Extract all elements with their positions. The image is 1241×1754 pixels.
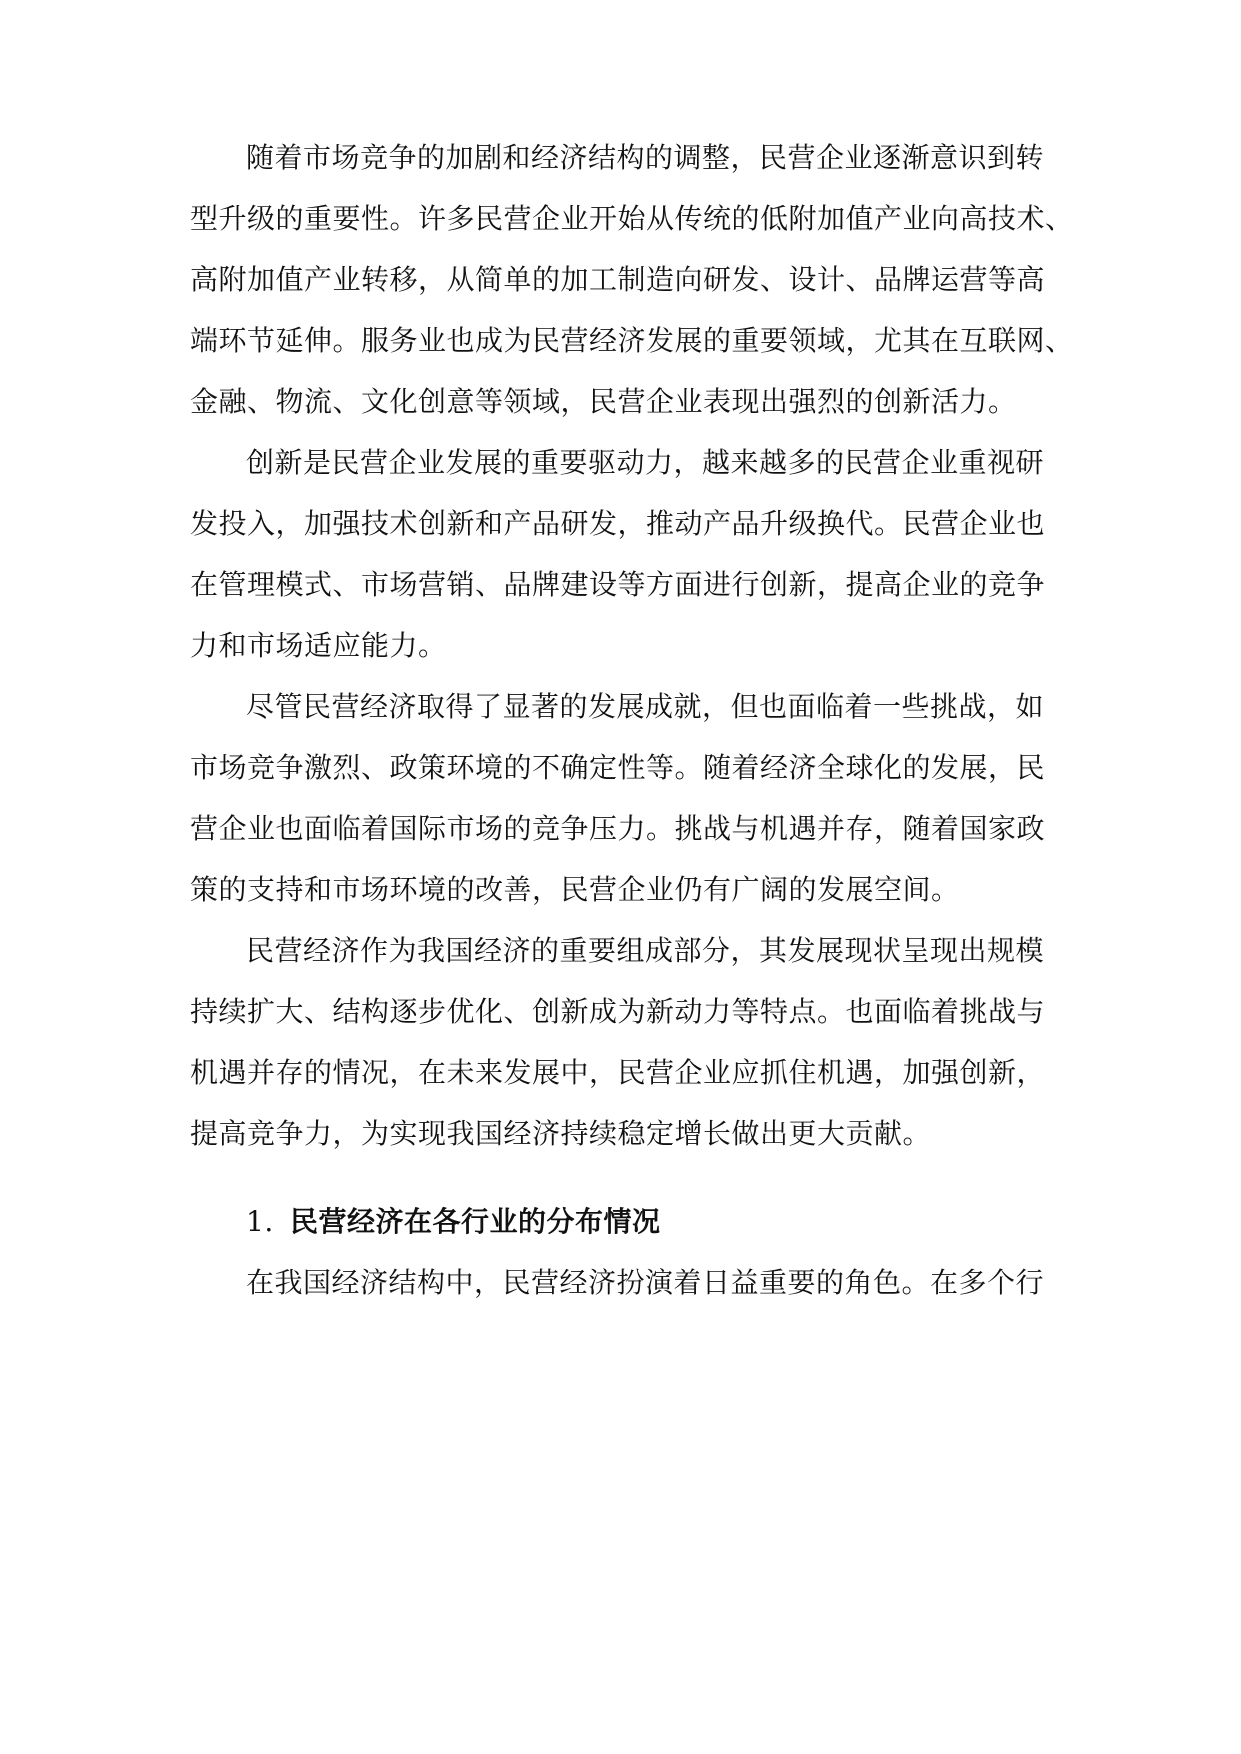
- paragraph-line: 市场竞争激烈、政策环境的不确定性等。随着经济全球化的发展，民: [190, 751, 1046, 784]
- paragraph-line: 创新是民营企业发展的重要驱动力，越来越多的民营企业重视研: [246, 446, 1045, 479]
- paragraph-line: 在我国经济结构中，民营经济扮演着日益重要的角色。在多个行: [246, 1266, 1045, 1299]
- paragraph-line: 高附加值产业转移，从简单的加工制造向研发、设计、品牌运营等高: [190, 263, 1046, 296]
- paragraph-line: 民营经济作为我国经济的重要组成部分，其发展现状呈现出规模: [246, 934, 1045, 967]
- paragraph-line: 在管理模式、市场营销、品牌建设等方面进行创新，提高企业的竞争: [190, 568, 1046, 601]
- section-title: 民营经济在各行业的分布情况: [290, 1205, 661, 1238]
- paragraph-line: 机遇并存的情况，在未来发展中，民营企业应抓住机遇，加强创新，: [190, 1056, 1046, 1089]
- paragraph-line: 营企业也面临着国际市场的竞争压力。挑战与机遇并存，随着国家政: [190, 812, 1046, 845]
- paragraph-line: 随着市场竞争的加剧和经济结构的调整，民营企业逐渐意识到转: [246, 141, 1045, 174]
- paragraph-line: 持续扩大、结构逐步优化、创新成为新动力等特点。也面临着挑战与: [190, 995, 1046, 1028]
- paragraph-line: 尽管民营经济取得了显著的发展成就，但也面临着一些挑战，如: [246, 690, 1045, 723]
- section-heading: [246, 1202, 661, 1242]
- paragraph-line: 端环节延伸。服务业也成为民营经济发展的重要领域，尤其在互联网、: [190, 324, 1074, 357]
- paragraph-line: 策的支持和市场环境的改善，民营企业仍有广阔的发展空间。: [190, 873, 960, 906]
- section-number: 1.: [246, 1205, 274, 1238]
- paragraph-line: 发投入，加强技术创新和产品研发，推动产品升级换代。民营企业也: [190, 507, 1046, 540]
- paragraph-line: 提高竞争力，为实现我国经济持续稳定增长做出更大贡献。: [190, 1117, 932, 1150]
- paragraph-line: 型升级的重要性。许多民营企业开始从传统的低附加值产业向高技术、: [190, 202, 1074, 235]
- paragraph-line: 力和市场适应能力。: [190, 629, 447, 662]
- paragraph-line: 金融、物流、文化创意等领域，民营企业表现出强烈的创新活力。: [190, 385, 1017, 418]
